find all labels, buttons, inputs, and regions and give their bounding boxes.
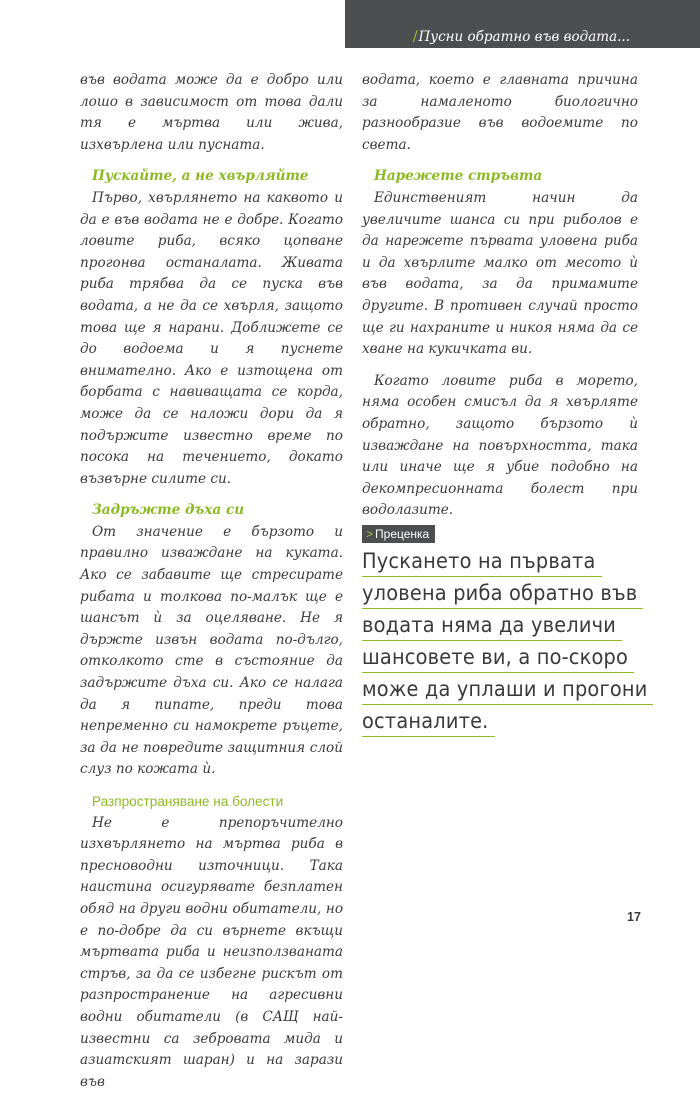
- section-heading-release: Пускайте, а не хвърляйте: [92, 168, 309, 185]
- quote-line: [362, 676, 662, 708]
- section-heading-disease: Разпространяване на болести: [92, 794, 284, 809]
- quote-line: [362, 580, 662, 612]
- header-slash: /: [412, 29, 418, 45]
- quote-line: [362, 548, 662, 580]
- header-bar: [345, 0, 700, 48]
- right-intro-paragraph: водата, което е главната причина за намаленото биологично разнообразие във водоемите по света.: [362, 72, 638, 153]
- quote-line-text: уловена риба обратно във: [362, 580, 643, 609]
- hold-breath-paragraph: От значение е бързото и правилно изваждане на куката. Ако се забавите ще стресирате рибата и толкова по-малък ще е шансът ѝ за оцеляване. Не я държте извън водата по-дълго, отколкото сте в състояние да задържите дъха си. Ако се налага да я пипате, преди това непременно си намокрете ръцете, за да не повредите защитния слой слуз по кожата ѝ.: [80, 523, 343, 778]
- quote-line: [362, 708, 662, 740]
- verdict-arrow: >: [366, 527, 374, 541]
- header-title: Пусни обратно във водата...: [418, 29, 630, 45]
- sea-fishing-paragraph: Когато ловите риба в морето, няма особен смисъл да я хвърляте обратно, защото бързото ѝ изваждане на повърхността, така или иначе ще я убие подобно на декомпресионната болест при водолазите.: [362, 372, 638, 519]
- quote-line-text: останалите.: [362, 708, 495, 737]
- verdict-label: Преценка: [375, 527, 430, 541]
- quote-line-text: водата няма да увеличи: [362, 612, 622, 641]
- verdict-tag: [362, 525, 435, 543]
- quote-line-text: може да уплаши и прогони: [362, 676, 653, 705]
- quote-line-text: шансовете ви, а по-скоро: [362, 644, 634, 673]
- quote-line: [362, 612, 662, 644]
- section-heading-cut-bait: Нарежете стръвта: [374, 168, 543, 185]
- disease-paragraph: Не е препоръчително изхвърлянето на мъртва риба в пресноводни източници. Така наистина осигурявате безплатен обяд на други водни обитатели, но е по-добре да си върнете вкъщи мъртвата риба и неизползваната стръв, за да се избегне рискът от разпространение на агресивни водни обитатели (в САЩ най-известни са зебровата мида и азиатският шаран) и на зарази във: [80, 814, 343, 1090]
- verdict-quote: [362, 548, 662, 740]
- quote-line-text: Пускането на първата: [362, 548, 602, 577]
- left-column: [80, 70, 343, 1093]
- section-heading-hold-breath: Задръжте дъха си: [92, 502, 245, 519]
- running-header: [413, 29, 630, 45]
- left-intro-paragraph: във водата може да е добро или лошо в зависимост от това дали тя е мъртва или жива, изхвърлена или пусната.: [80, 72, 343, 153]
- page-number: 17: [627, 910, 641, 924]
- quote-line: [362, 644, 662, 676]
- release-paragraph: Първо, хвърлянето на каквото и да е във водата не е добре. Когато ловите риба, всяко цопване прогонва останалата. Живата риба трябва да се пуска във водата, а не да се хвърля, защото това ще я нарани. Доближете се до водоема и я пуснете внимателно. Ако е изтощена от борбата с навиващата се корда, може да се наложи дори да я подържите известно време по посока на течението, докато възвърне силите си.: [80, 189, 343, 487]
- right-column: [362, 70, 638, 522]
- cut-bait-paragraph: Единственият начин да увеличите шанса си при риболов е да нарежете първата уловена риба и да хвърлите малко от месото ѝ във водата, за да примамите другите. В противен случай просто ще ги нахраните и никоя няма да се хване на кукичката ви.: [362, 189, 638, 358]
